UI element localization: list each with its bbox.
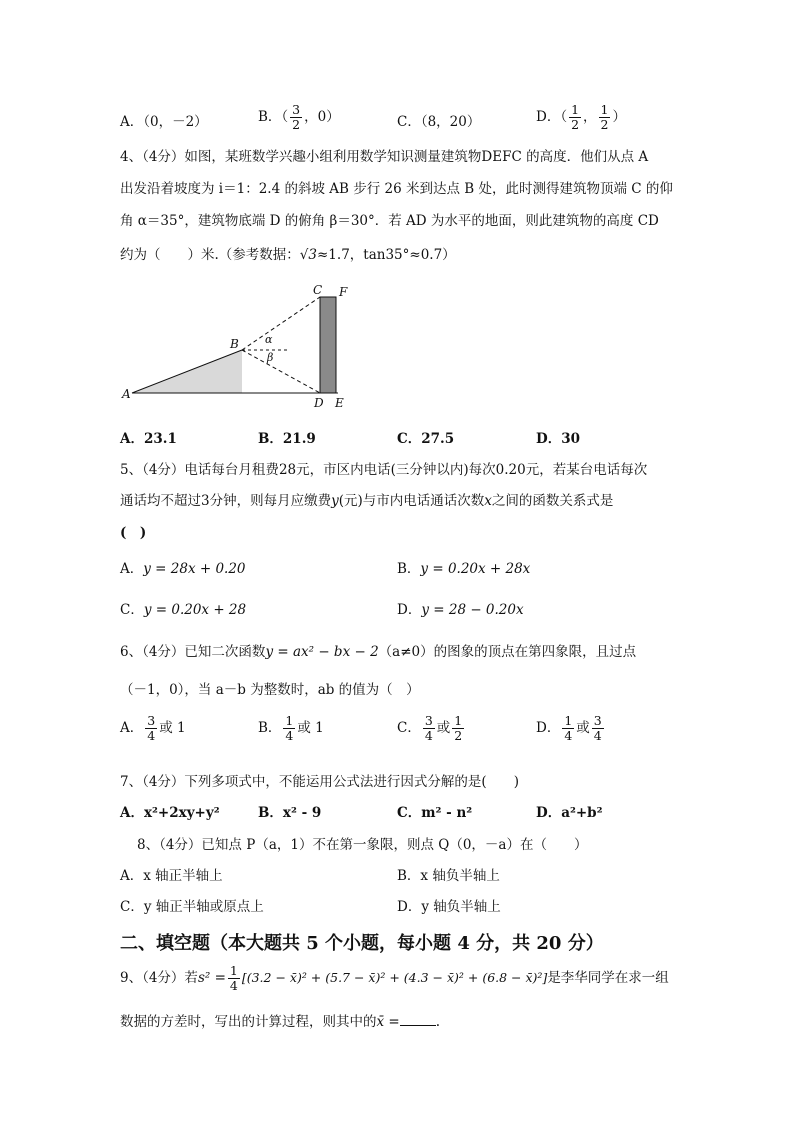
answer-blank[interactable]	[400, 1013, 436, 1026]
fraction: $\frac{1}{4}$	[229, 963, 238, 993]
q7-option-d: D．a²+b²	[536, 805, 603, 821]
q4-option-a: A．23.1	[120, 431, 177, 447]
q6-option-d: D． $\frac{1}{4}$ 或 $\frac{3}{4}$	[536, 713, 602, 743]
q7-option-c: C．m² - n²	[397, 805, 473, 821]
label-c: C	[313, 283, 323, 297]
q4-option-c: C．27.5	[397, 431, 455, 447]
label-a: A	[122, 387, 131, 401]
fraction: $\frac{1}{2}$	[454, 713, 463, 743]
q8-option-c: C．y 轴正半轴或原点上	[120, 899, 264, 915]
q3-option-c: C．（8，20）	[397, 114, 481, 130]
fraction: $\frac{3}{2}$	[292, 102, 301, 132]
q4-figure	[120, 282, 360, 412]
q8-option-a: A．x 轴正半轴上	[120, 868, 223, 884]
q4-line-2: 出发沿着坡度为 i＝1：2.4 的斜坡 AB 步行 26 米到达点 B 处，此时测得建筑物顶端 C 的仰	[120, 181, 673, 197]
building	[320, 297, 336, 393]
sight-to-c	[242, 297, 320, 350]
q5-option-c: C．y = 0.20x + 28	[120, 602, 247, 618]
q6-option-b: B． $\frac{1}{4}$ 或 1	[258, 713, 324, 743]
q9-line-1: 9、（4分）若s² = $\frac{1}{4}$ [(3.2 − x̄)² + (5.7 − x̄)² + (4.3 − x̄)² + (6.8 − x̄)²]是李华同学在求一组	[120, 963, 669, 993]
fraction: $\frac{3}{4}$	[593, 713, 602, 743]
fraction: $\frac{1}{2}$	[600, 102, 609, 132]
label-beta: β	[267, 351, 274, 364]
fraction: $\frac{1}{2}$	[571, 102, 580, 132]
q3-option-b: B．（ $\frac{3}{2}$ ，0）	[258, 102, 340, 132]
q3-option-d: D．（ $\frac{1}{2}$ ， $\frac{1}{2}$ ）	[536, 102, 626, 132]
q8-option-d: D．y 轴负半轴上	[397, 899, 501, 915]
label-alpha: α	[265, 333, 273, 346]
q6-option-a: A． $\frac{3}{4}$ 或 1	[120, 713, 186, 743]
q5-line-1: 5、（4分）电话每台月租费28元，市区内电话(三分钟以内)每次0.20元，若某台电话每次	[120, 462, 648, 478]
q5-line-3: ( )	[120, 525, 147, 541]
fraction: $\frac{3}{4}$	[424, 713, 433, 743]
q4-line-4: 约为（ ）米.（参考数据：√3≈1.7，tan35°≈0.7）	[120, 247, 456, 263]
q5-option-b: B．y = 0.20x + 28x	[397, 561, 531, 577]
q9-line-2: 数据的方差时，写出的计算过程，则其中的x̄ = .	[120, 1014, 441, 1030]
q5-line-2: 通话均不超过3分钟，则每月应缴费y(元)与市内电话通话次数x之间的函数关系式是	[120, 493, 614, 509]
q3-option-a: A．（0，－2）	[120, 114, 208, 130]
q8-line-1: 8、（4分）已知点 P（a，1）不在第一象限，则点 Q（0，－a）在（ ）	[137, 837, 588, 853]
q4-line-1: 4、（4分）如图，某班数学兴趣小组利用数学知识测量建筑物DEFC 的高度．他们从点 A	[120, 149, 649, 165]
fraction: $\frac{1}{4}$	[285, 713, 294, 743]
q7-line-1: 7、（4分）下列多项式中，不能运用公式法进行因式分解的是( )	[120, 774, 519, 790]
fraction: $\frac{3}{4}$	[147, 713, 156, 743]
fraction: $\frac{1}{4}$	[564, 713, 573, 743]
section-2-heading: 二、填空题（本大题共 5 个小题，每小题 4 分，共 20 分）	[120, 933, 604, 954]
q4-line-3: 角 α＝35°，建筑物底端 D 的俯角 β＝30°．若 AD 为水平的地面，则此建筑物的高度 CD	[120, 213, 659, 229]
q6-line-2: （－1，0），当 a－b 为整数时，ab 的值为（ ）	[120, 682, 420, 698]
q7-option-b: B．x² - 9	[258, 805, 322, 821]
q6-option-c: C． $\frac{3}{4}$ 或 $\frac{1}{2}$	[397, 713, 463, 743]
label-f: F	[339, 285, 348, 299]
sqrt3: √3	[299, 247, 317, 263]
label-d: D	[314, 396, 324, 410]
q5-option-d: D．y = 28 − 0.20x	[397, 602, 524, 618]
q8-option-b: B．x 轴负半轴上	[397, 868, 500, 884]
q6-line-1: 6、（4分）已知二次函数y = ax² − bx − 2（a≠0）的图象的顶点在第四象限，且过点	[120, 644, 637, 660]
q4-option-b: B．21.9	[258, 431, 316, 447]
q4-option-d: D．30	[536, 431, 580, 447]
label-b: B	[230, 337, 239, 351]
sight-to-d	[242, 350, 320, 393]
q7-option-a: A．x²+2xy+y²	[120, 805, 220, 821]
q5-option-a: A．y = 28x + 0.20	[120, 561, 246, 577]
label-e: E	[335, 396, 344, 410]
